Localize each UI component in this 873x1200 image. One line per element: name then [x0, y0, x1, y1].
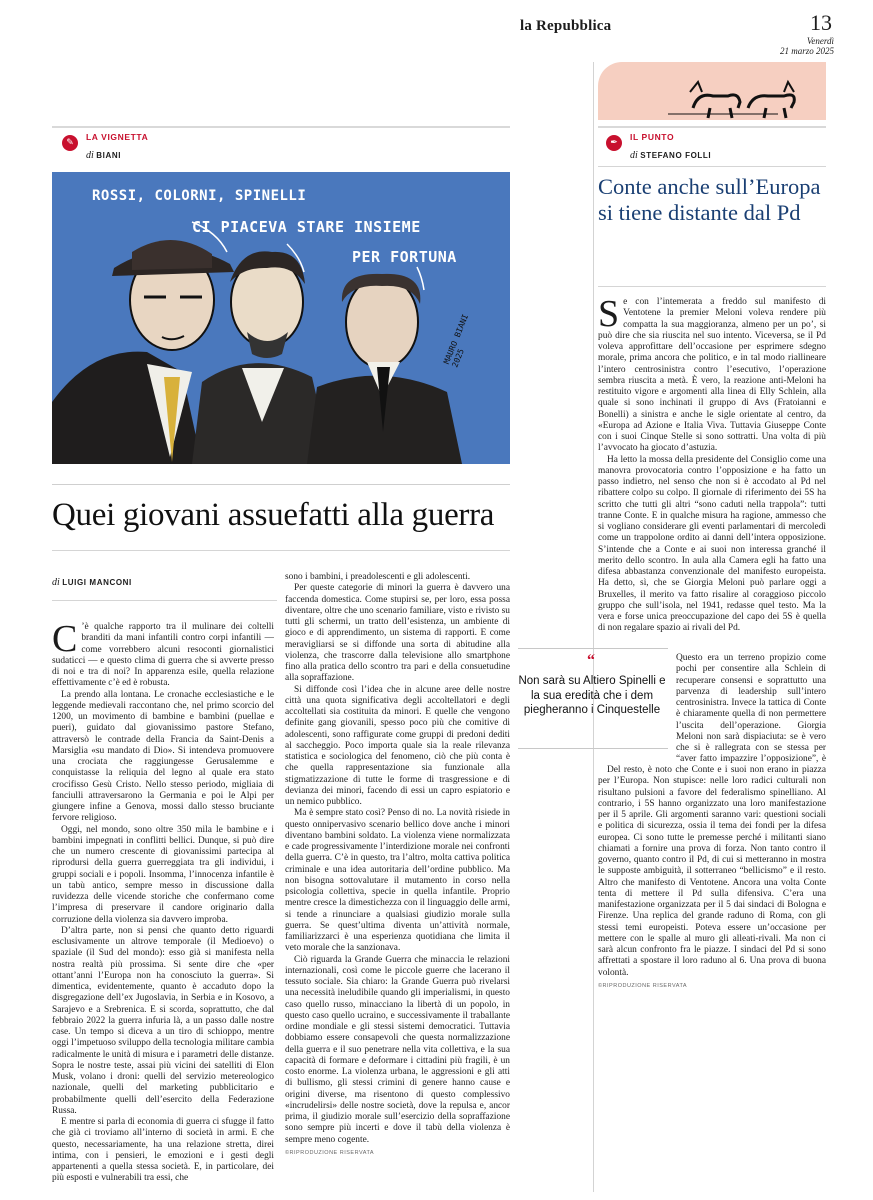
- pullquote-bottom-rule: [518, 748, 668, 749]
- headline-rule: [52, 484, 510, 485]
- punto-paragraph: Questo era un terreno propizio come pochi per consentire alla Schlein di recuperare consensi e soprattutto una parvenza di leadership sull’intero centrosinistra. Invece la tattica di Conte è chiaramente quella di non permettere l’uscita dell’operazione. Giorgia Meloni non sarà dispiaciuta: se è vero che si è rallegrata con se stessa per “aver fatto impazzire l’opposizione”, è: [676, 653, 826, 765]
- dateline: [774, 36, 834, 56]
- cartoon-signature: MAURO BIANI 2025: [442, 312, 471, 369]
- article-paragraph: Si diffonde così l’idea che in alcune aree delle nostre città una quota significativa degli accoltellatori e degli accoltellati sia costituita da minori. E quelle che vengono definite gang giovanili, spesso poco più che comitive di adolescenti, sono raffigurate come gruppi di predoni dediti al saccheggio. Poco importa quale sia la reale rilevanza statistica e sociologica del fenomeno, ciò che più conta è che quella rappresentazione sia funzionale alla stigmatizzazione di tutte le forme di trasgressione e di devianza dei minori, facendo di essi un capro espiatorio e un nemico pubblico.: [285, 684, 510, 807]
- cartoon-caption-2: CI PIACEVA STARE INSIEME: [192, 218, 421, 236]
- punto-body-bottom: [598, 765, 826, 1193]
- article-paragraph: La prendo alla lontana. Le cronache ecclesiastiche e le leggende medievali raccontano che, nel primo scorcio del 1200, un movimento di bambine e bambini (puellae e pueri), guidato dal giovanissimo pastore Stefano, attraversò le contrade della Francia da Saint-Denis a Marsiglia «su mandato di Dio». Si intendeva promuovere una crociata che raggiungesse Gerusalemme e conquistasse la reliquia del legno al quale era stato crocifisso Gesù Cristo. Nello stesso periodo, migliaia di fanciulli attraversarono la Germania e poi le Alpi per giungere infine a Genova, mossi dallo stesso bruciante fervore religioso.: [52, 689, 274, 824]
- vignetta-byline: di BIANI: [86, 150, 122, 161]
- article-paragraph: Ma è sempre stato così? Penso di no. La novità risiede in questo onnipervasivo scenario bellico dove anche i minori diventano bambini soldato. La violenza viene normalizzata e cade progressivamente l’interdizione morale nei confronti della guerra. C’è in questo, tra l’altro, molta cattiva politica criminale e una idea autoritaria dell’ordine pubblico. Ma non bisogna sottovalutare il mutamento in corso nella psicologia collettiva, specie in quella infantile. Proprio mentre cresce la dimestichezza con il linguaggio delle armi, si tende a rinunciare a qualsiasi giudizio morale sulla guerra. Se quest’ultima diventa un’attività normale, familiarizzarci è una esperienza quotidiana che limita il veto morale che la sanzionava.: [285, 808, 510, 954]
- byline-rule: [52, 600, 277, 601]
- punto-byline: di STEFANO FOLLI: [630, 150, 712, 161]
- punto-dropcap: S: [598, 297, 620, 335]
- punto-headline: Conte anche sull’Europa si tiene distante dal Pd: [598, 174, 821, 225]
- masthead: [0, 0, 873, 60]
- page-number: 13: [810, 10, 832, 35]
- donkeys-illustration-icon: [598, 62, 826, 120]
- weekday: Venerdì: [806, 36, 834, 46]
- punto-rule: [598, 126, 826, 128]
- copyright-notice: ©RIPRODUZIONE RISERVATA: [285, 1149, 375, 1156]
- newspaper-brand: la Repubblica: [520, 18, 612, 34]
- cartoon-image: [52, 172, 510, 464]
- vignetta-badge-icon: ✎: [62, 135, 78, 151]
- punto-author: STEFANO FOLLI: [640, 151, 712, 160]
- article-byline: di LUIGI MANCONI: [52, 577, 132, 588]
- article-paragraph: D’altra parte, non si pensi che quanto detto riguardi esclusivamente un altrove temporale (il Medioevo) o spaziale (il Sud del mondo): esso già si manifesta nella nostra realtà più prossima. Si sente dire che «per ottant’anni l’Europa non ha conosciuto la guerra». Si dimentica, evidentemente, quanto è accaduto dopo la disgregazione dell’ex Jugoslavia, in Serbia e in Kosovo, a Sarajevo e a Srebrenica. E si scorda, soprattutto, che dal febbraio 2022 la guerra infuria là, a un passo dalle nostre case. Un tempo si diceva a un tiro di schioppo, mentre oggi l’impetuoso sviluppo della tecnologia militare cambia radicalmente le unità di misura e i parametri delle distanze. Sopra le nostre teste, assai più vicini dei satelliti di Elon Musk, volano i droni: quelli del servizio metereologico nazionale, quelli del marketing pubblicitario e probabilmente quelli dell’esercito della Federazione Russa.: [52, 925, 274, 1116]
- pullquote-mark-icon: “: [587, 652, 595, 669]
- vignetta-label: LA VIGNETTA: [86, 132, 149, 142]
- article-paragraph: Oggi, nel mondo, sono oltre 350 mila le bambine e i bambini impegnati in conflitti bellici. Dunque, si può dire che un numero crescente di giovanissimi partecipa al riprodursi della guerra guerreggiata tra gli individui, i gruppi sociali e i popoli. Insomma, l’innocenza infantile è un tabù antico, sempre messo in discussione dalla ruvidezza delle vicende storiche che confermano come l’impresa di preservare il candore originario dalla corruzione della violenza sia davvero improba.: [52, 824, 274, 925]
- article-author: LUIGI MANCONI: [62, 578, 132, 587]
- cartoon-caption-1: ROSSI, COLORNI, SPINELLI: [92, 188, 307, 204]
- punto-paragraph: Ha letto la mossa della presidente del Consiglio come una manovra provocatoria contro l’opposizione e ha fatto un passo indietro, nel senso che non si è accodato al Pd nel ribattere colpo su colpo. Il giornale di riferimento dei 5S ha scritto che tutti gli altri “sono caduti nella trappola”: tutti tranne Conte. E in qualche misura ha ragione, ammesso che si vogliano considerare gli eventi parlamentari di mercoledì come un trappolone ordito ai danni dell’intera opposizione. S’intende che a Conte e ai suoi non interessa granché il merito dello scontro. In aula alla Camera egli ha fatto una difesa abbastanza convenzionale del manifesto europeista. Ha detto, sì, che se Giorgia Meloni può parlare oggi a Bruxelles, il merito va fatto risalire al coraggioso piccolo gruppo che sull’isola, nel 1941, redasse quel testo. Ma la vera e forse unica preoccupazione del capo dei 5S è quella di non regalare spazio ai rivali del Pd.: [598, 454, 826, 634]
- date: 21 marzo 2025: [779, 46, 834, 56]
- vignetta-rule: [52, 126, 510, 128]
- cartoon-caption-3: PER FORTUNA: [352, 248, 457, 266]
- punto-copyright: ©RIPRODUZIONE RISERVATA: [598, 982, 688, 989]
- cartoon-illustration: [52, 172, 510, 464]
- pullquote: Non sarà su Altiero Spinelli e la sua eredità che i dem piegheranno i Cinquestelle: [518, 675, 666, 716]
- article-paragraph: sono i bambini, i preadolescenti e gli adolescenti.: [285, 572, 471, 582]
- headline-underline: [52, 550, 510, 551]
- punto-label: IL PUNTO: [630, 132, 675, 142]
- article-paragraph: C ’è qualche rapporto tra il mulinare dei coltelli branditi da mani infantili contro corpi infantili — come vorrebbero alcuni resoconti giornalistici sudaticci — e questo clima di guerra che si avverte presso di noi e tra di noi? In apparenza esile, quella relazione effettivamente c’è ed è robusta.: [52, 622, 274, 689]
- punto-body-top: [598, 297, 826, 653]
- article-column-2: [285, 572, 510, 1192]
- punto-paragraph: Se con l’intemerata a freddo sul manifesto di Ventotene la premier Meloni voleva rendere più compatta la sua maggioranza, almeno per un po’, si può dire che sia riuscita nel suo intento. Viceversa, se il Pd voleva approfittare dell’occasione per esprimere sdegno morale, prima ancora che politico, e in tal modo riallineare l’intero centrosinistra contro l’esecutivo, l’operazione sembra riuscita a metà. È vero, la reazione anti-Meloni ha restituito vigore e argomenti alla linea di Elly Schlein, alla quale si sono inchinati il gruppo di Avs (Fratoianni e Bonelli) a sinistra e anche le sigle orientate al centro, da «Europa ad Azione e Italia Viva. Tuttavia Giuseppe Conte con i suoi Cinque Stelle si sono sottratti. Una volta di più l’avvocato ha giocato d’astuzia.: [598, 297, 826, 454]
- article-column-1: [52, 622, 274, 1192]
- punto-body-beside-quote: [676, 653, 826, 765]
- punto-body-rule: [598, 286, 826, 287]
- punto-illustration-panel: [598, 62, 826, 120]
- article-headline: Quei giovani assuefatti alla guerra: [52, 497, 495, 533]
- punto-paragraph: Del resto, è noto che Conte e i suoi non erano in piazza per l’Europa. Non stupisce: nelle loro radici culturali non risultano pulsioni a favore del federalismo spinelliano. Al contrario, i 5S hanno organizzato una loro manifestazione per il 5 aprile. Gli argomenti saranno vari: questioni sociali e politica di sicurezza, ossia il tema dei fondi per la difesa europea. Ci sono tutte le premesse perché i militanti siano chiamati a fornire una prova di forza. Non tanto contro il governo, quanto contro il Pd, di cui si metteranno in mostra le supposte ambiguità, il sotterraneo “bellicismo” e il resto. Altro che manifesto di Ventotene. Ancora una volta Conte tenta di mettere il Pd sulla difensiva. C’era una manifestazione organizzata per il 5 dai sindaci di Bologna e Firenze. Una replica del grande raduno di Roma, con gli stessi temi europeisti. Poteva essere un’occasione per mettere con le spalle al muro gli alleati-rivali. Ma non ci sarà alcun confronto fra le piazze. I sindaci del Pd si sono affrettati a spostare il loro raduno al 6. Una prova di buona volontà.: [598, 765, 826, 978]
- dropcap: C: [52, 622, 78, 660]
- article-paragraph: Ciò riguarda la Grande Guerra che minaccia le relazioni internazionali, così come le piccole guerre che lacerano il tessuto sociale. Sia chiaro: la Grande Guerra può rivelarsi una necessità ineludibile quando gli imperialismi, in questo caso quello russo, minacciano la libertà di un popolo, in questo caso quello ucraino, e successivamente il traballante ordine mondiale e gli stessi sistemi democratici. Tuttavia dobbiamo essere consapevoli che questa normalizzazione della guerra e il suo penetrare nella vita collettiva, e la sua capacità di formare e deformare i cittadini più fragili, è un costo enorme. La violenza urbana, le aggressioni e gli atti di bullismo, gli stessi crimini di genere hanno cause e origini diverse, ma risentono di questo complessivo «incrudelirsi» delle nostre società, dove la repulsa e, ancor prima, il giudizio morale sull’esercizio della sopraffazione sono sempre più incerti e dove il tabù della violenza è sempre meno cogente.: [285, 954, 510, 1145]
- punto-head-rule: [598, 166, 826, 167]
- vignetta-author: BIANI: [96, 151, 122, 160]
- article-paragraph: E mentre si parla di economia di guerra ci sfugge il fatto che già ci troviamo all’interno di società in armi. E che questo, necessariamente, ha una relazione stretta, direi intima, con i pensieri, le emozioni e i gesti degli appartenenti a quella stessa società. E, in particolare, dei più esposti e vulnerabili tra essi, che: [52, 1117, 274, 1184]
- pullquote-top-rule: [518, 648, 668, 649]
- punto-badge-icon: ✒: [606, 135, 622, 151]
- article-paragraph: Per queste categorie di minori la guerra è davvero una faccenda domestica. Come stupirsi se, per loro, essa possa diventare, oltre che uno scenario familiare, visto e rivisto su tutti gli schermi, un tratto dell’esistenza, un ambiente di gioco e di apprendimento, un sistema di rapporti. E come meravigliarsi se si diffonde una sorta di abitudine alla violenza, che trascorre dalla televisione allo smartphone fino alla pratica dello scontro tra pari e della consuetudine alla sopraffazione.: [285, 583, 510, 684]
- column-divider: [593, 62, 594, 1192]
